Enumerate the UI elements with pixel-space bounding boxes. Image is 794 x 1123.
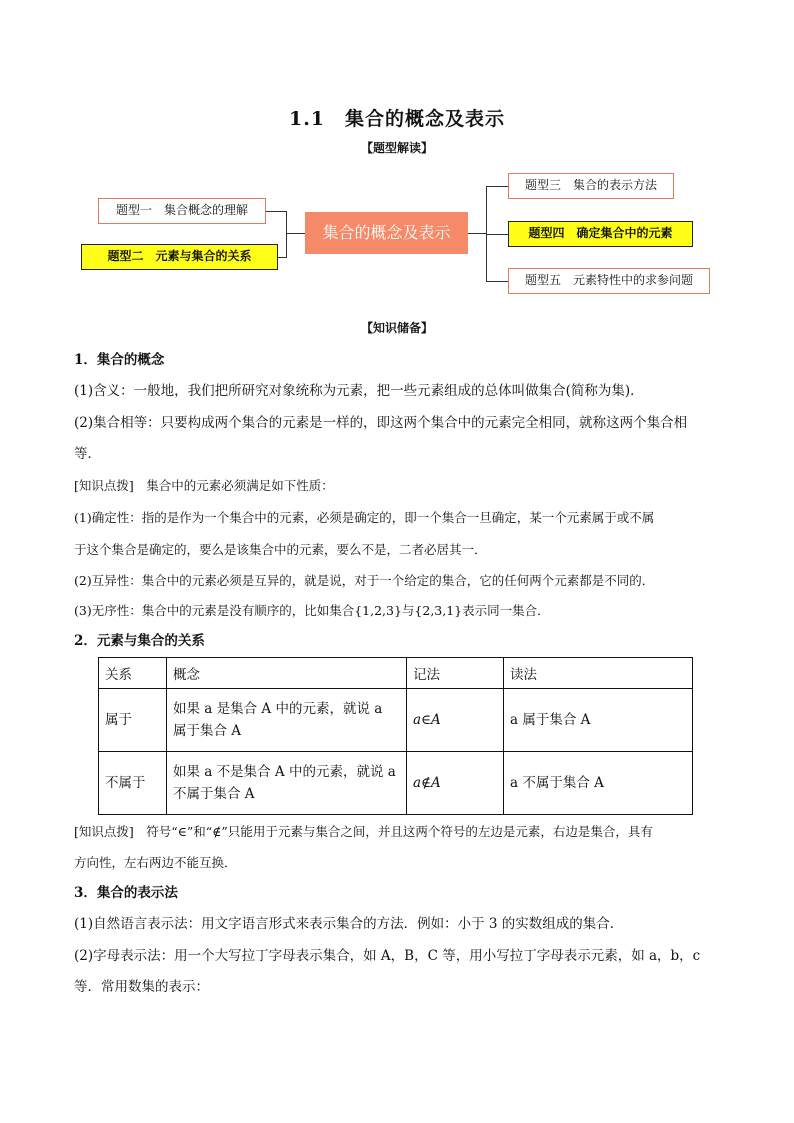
table-cell: 如果 a 不是集合 A 中的元素，就说 a 不属于集合 A [167, 752, 407, 815]
connector [278, 257, 286, 258]
mindmap-node-type-4: 题型四 确定集合中的元素 [508, 221, 693, 247]
table-row [99, 689, 693, 752]
paragraph: (2)字母表示法：用一个大写拉丁字母表示集合，如 A，B，C 等，用小写拉丁字母表示元素，如 a，b，c [74, 948, 701, 964]
relation-table [98, 657, 693, 815]
table-header: 关系 [99, 658, 167, 689]
mindmap-node-type-2: 题型二 元素与集合的关系 [81, 244, 278, 270]
table-cell: a 属于集合 A [504, 689, 693, 752]
mindmap-node-type-3: 题型三 集合的表示方法 [508, 173, 674, 199]
paragraph: 于这个集合是确定的，要么是该集合中的元素，要么不是，二者必居其一． [74, 542, 487, 557]
table-cell: a∉A [407, 752, 504, 815]
table-header: 读法 [504, 658, 693, 689]
mindmap-node-type-1: 题型一 集合概念的理解 [98, 198, 266, 224]
table-cell: a 不属于集合 A [504, 752, 693, 815]
connector [286, 211, 287, 258]
paragraph: 等． [74, 446, 101, 462]
connector [486, 234, 508, 235]
section-1-title: 1．集合的概念 [74, 352, 165, 368]
paragraph: (2)集合相等：只要构成两个集合的元素是一样的，即这两个集合中的元素完全相同，就称这两个集合相 [74, 415, 688, 431]
paragraph: (2)互异性：集合中的元素必须是互异的，就是说，对于一个给定的集合，它的任何两个元素都是不同的． [74, 573, 655, 588]
paragraph: (1)自然语言表示法：用文字语言形式来表示集合的方法．例如：小于 3 的实数组成的集合． [74, 916, 624, 932]
connector [486, 281, 508, 282]
table-header: 记法 [407, 658, 504, 689]
paragraph: 方向性，左右两边不能互换． [74, 855, 237, 870]
mindmap-node-type-5: 题型五 元素特性中的求参问题 [508, 268, 710, 294]
table-cell: 不属于 [99, 752, 167, 815]
table-cell: 如果 a 是集合 A 中的元素，就说 a 属于集合 A [167, 689, 407, 752]
section-heading-types: 【题型解读】 [360, 141, 433, 155]
tip-heading: [知识点拨] 集合中的元素必须满足如下性质： [74, 478, 334, 493]
section-2-title: 2．元素与集合的关系 [74, 633, 205, 649]
table-header: 概念 [167, 658, 407, 689]
section-3-title: 3．集合的表示法 [74, 885, 178, 901]
paragraph: (1)确定性：指的是作为一个集合中的元素，必须是确定的，即一个集合一旦确定，某一个元素属于或不属 [74, 510, 655, 525]
connector [286, 233, 305, 234]
table-cell: 属于 [99, 689, 167, 752]
paragraph: (3)无序性：集合中的元素是没有顺序的，比如集合{1,2,3}与{2,3,1}表示同一集合． [74, 603, 550, 618]
table-row [99, 752, 693, 815]
connector [486, 186, 508, 187]
table-cell: a∈A [407, 689, 504, 752]
paragraph: 等．常用数集的表示： [74, 979, 209, 995]
tip-heading: [知识点拨] 符号“∈”和“∉”只能用于元素与集合之间，并且这两个符号的左边是元素，右边是集合，具有 [74, 824, 653, 839]
connector [468, 233, 486, 234]
section-heading-knowledge: 【知识储备】 [360, 321, 433, 335]
paragraph: (1)含义：一般地，我们把所研究对象统称为元素，把一些元素组成的总体叫做集合(简称为集)． [74, 383, 644, 399]
mindmap-center-node: 集合的概念及表示 [305, 212, 468, 254]
page-title: 1.1 集合的概念及表示 [288, 108, 506, 130]
connector [266, 211, 286, 212]
